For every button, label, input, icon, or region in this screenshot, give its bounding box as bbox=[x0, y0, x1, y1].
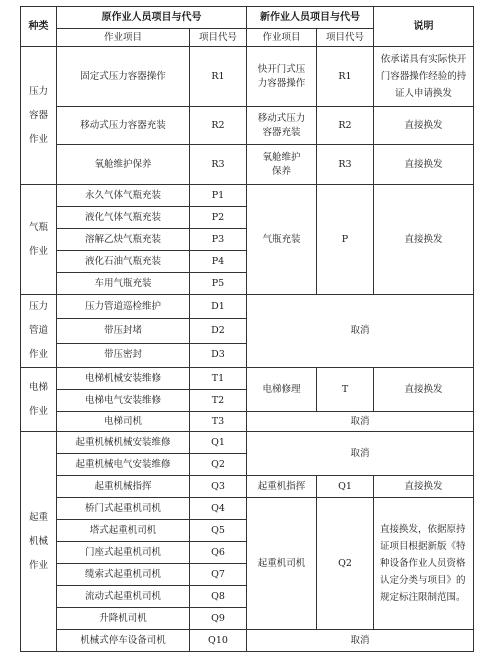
category-gas-cylinder: 气瓶 作业 bbox=[21, 185, 57, 295]
new-item-cell: 气瓶充装 bbox=[247, 185, 317, 295]
header-new-item: 作业项目 bbox=[247, 29, 317, 47]
item-cell: 车用气瓶充装 bbox=[57, 273, 190, 295]
item-cell: 移动式压力容器充装 bbox=[57, 107, 190, 145]
table-row bbox=[21, 432, 474, 454]
new-item-cell: 起重机司机 bbox=[247, 498, 317, 630]
table-row bbox=[21, 368, 474, 390]
code-cell: R1 bbox=[190, 47, 247, 107]
table-row bbox=[21, 295, 474, 319]
document-page bbox=[20, 6, 474, 652]
item-cell: 电梯司机 bbox=[57, 412, 190, 432]
note-cell: 依承诺具有实际快开门容器操作经验的持证人申请换发 bbox=[374, 47, 474, 107]
code-cell: P5 bbox=[190, 273, 247, 295]
table-row bbox=[21, 498, 474, 520]
item-cell: 门座式起重机司机 bbox=[57, 542, 190, 564]
new-code-cell: R1 bbox=[317, 47, 374, 107]
header-note: 说明 bbox=[374, 7, 474, 47]
item-cell: 液化气体气瓶充装 bbox=[57, 207, 190, 229]
code-cell: Q1 bbox=[190, 432, 247, 454]
table-row bbox=[21, 145, 474, 185]
code-cell: Q9 bbox=[190, 608, 247, 630]
new-item-cell: 起重机指挥 bbox=[247, 476, 317, 498]
cancelled-cell: 取消 bbox=[247, 412, 474, 432]
item-cell: 压力管道巡检维护 bbox=[57, 295, 190, 319]
item-cell: 升降机司机 bbox=[57, 608, 190, 630]
item-cell: 起重机械机械安装维修 bbox=[57, 432, 190, 454]
item-cell: 流动式起重机司机 bbox=[57, 586, 190, 608]
code-cell: Q8 bbox=[190, 586, 247, 608]
code-cell: D3 bbox=[190, 343, 247, 367]
item-cell: 带压密封 bbox=[57, 343, 190, 367]
table-row bbox=[21, 412, 474, 432]
note-cell: 直接换发 bbox=[374, 185, 474, 295]
note-cell: 直接换发 bbox=[374, 107, 474, 145]
item-cell: 机械式停车设备司机 bbox=[57, 630, 190, 652]
header-item: 作业项目 bbox=[57, 29, 190, 47]
code-cell: Q6 bbox=[190, 542, 247, 564]
code-cell: Q5 bbox=[190, 520, 247, 542]
code-cell: Q4 bbox=[190, 498, 247, 520]
new-code-cell: R3 bbox=[317, 145, 374, 185]
code-cell: R2 bbox=[190, 107, 247, 145]
code-cell: T1 bbox=[190, 368, 247, 390]
code-cell: P3 bbox=[190, 229, 247, 251]
code-cell: Q2 bbox=[190, 454, 247, 476]
note-cell: 直接换发 bbox=[374, 145, 474, 185]
note-cell: 直接换发，依据原持证项目根据新版《特种设备作业人员资格认定分类与项目》的规定标注限制范围。 bbox=[374, 498, 474, 630]
new-code-cell: Q2 bbox=[317, 498, 374, 630]
item-cell: 电梯电气安装维修 bbox=[57, 390, 190, 412]
new-code-cell: Q1 bbox=[317, 476, 374, 498]
table-row bbox=[21, 185, 474, 207]
item-cell: 液化石油气瓶充装 bbox=[57, 251, 190, 273]
item-cell: 起重机械电气安装维修 bbox=[57, 454, 190, 476]
new-item-cell: 快开门式压 力容器操作 bbox=[247, 47, 317, 107]
item-cell: 电梯机械安装维修 bbox=[57, 368, 190, 390]
category-crane: 起重 机械 作业 bbox=[21, 432, 57, 652]
note-cell: 直接换发 bbox=[374, 368, 474, 412]
new-item-cell: 氧舱维护 保养 bbox=[247, 145, 317, 185]
cancelled-cell: 取消 bbox=[247, 630, 474, 652]
header-new-code: 项目代号 bbox=[317, 29, 374, 47]
note-cell: 直接换发 bbox=[374, 476, 474, 498]
table-row bbox=[21, 107, 474, 145]
new-item-cell: 移动式压力 容器充装 bbox=[247, 107, 317, 145]
table-row bbox=[21, 630, 474, 652]
category-pressure-vessel: 压力 容器 作业 bbox=[21, 47, 57, 185]
category-elevator: 电梯 作业 bbox=[21, 368, 57, 432]
cancelled-cell: 取消 bbox=[247, 432, 474, 476]
new-code-cell: P bbox=[317, 185, 374, 295]
new-code-cell: T bbox=[317, 368, 374, 412]
code-cell: T3 bbox=[190, 412, 247, 432]
header-new-group: 新作业人员项目与代号 bbox=[247, 7, 374, 29]
item-cell: 溶解乙炔气瓶充装 bbox=[57, 229, 190, 251]
code-cell: Q7 bbox=[190, 564, 247, 586]
code-cell: T2 bbox=[190, 390, 247, 412]
code-cell: Q3 bbox=[190, 476, 247, 498]
item-cell: 塔式起重机司机 bbox=[57, 520, 190, 542]
table-row bbox=[21, 47, 474, 107]
item-cell: 起重机械指挥 bbox=[57, 476, 190, 498]
new-item-cell: 电梯修理 bbox=[247, 368, 317, 412]
header-row-1 bbox=[21, 7, 474, 29]
header-original-group: 原作业人员项目与代号 bbox=[57, 7, 247, 29]
header-code: 项目代号 bbox=[190, 29, 247, 47]
table-row bbox=[21, 476, 474, 498]
category-pipeline: 压力 管道 作业 bbox=[21, 295, 57, 368]
code-cell: P4 bbox=[190, 251, 247, 273]
code-cell: P1 bbox=[190, 185, 247, 207]
item-cell: 桥门式起重机司机 bbox=[57, 498, 190, 520]
code-cell: R3 bbox=[190, 145, 247, 185]
cancelled-cell: 取消 bbox=[247, 295, 474, 368]
code-cell: D1 bbox=[190, 295, 247, 319]
code-cell: P2 bbox=[190, 207, 247, 229]
item-cell: 固定式压力容器操作 bbox=[57, 47, 190, 107]
item-cell: 氧舱维护保养 bbox=[57, 145, 190, 185]
code-cell: D2 bbox=[190, 319, 247, 343]
code-cell: Q10 bbox=[190, 630, 247, 652]
header-category: 种类 bbox=[21, 7, 57, 47]
item-cell: 带压封堵 bbox=[57, 319, 190, 343]
new-code-cell: R2 bbox=[317, 107, 374, 145]
personnel-item-conversion-table bbox=[20, 6, 474, 652]
item-cell: 缆索式起重机司机 bbox=[57, 564, 190, 586]
item-cell: 永久气体气瓶充装 bbox=[57, 185, 190, 207]
